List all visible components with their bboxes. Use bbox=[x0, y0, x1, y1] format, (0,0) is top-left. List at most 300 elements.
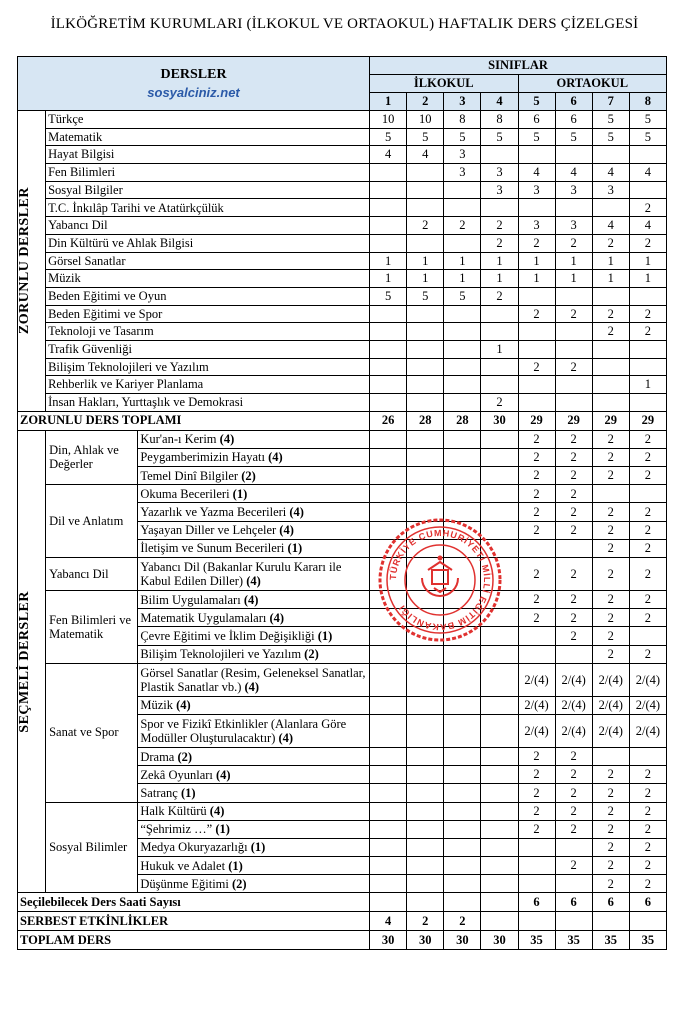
hour-cell: 5 bbox=[407, 128, 444, 146]
hour-cell bbox=[407, 893, 444, 912]
table-row bbox=[18, 485, 667, 503]
hour-cell bbox=[629, 747, 666, 765]
table-row bbox=[18, 663, 667, 696]
courses-header bbox=[18, 57, 370, 111]
hour-cell: 3 bbox=[555, 181, 592, 199]
hour-cell bbox=[444, 645, 481, 663]
course-name: Matematik bbox=[46, 128, 370, 146]
course-hours: (1) bbox=[228, 858, 243, 873]
hour-cell: 2/(4) bbox=[629, 663, 666, 696]
hour-cell bbox=[444, 714, 481, 747]
table-row bbox=[18, 199, 667, 217]
hour-cell: 6 bbox=[592, 893, 629, 912]
hour-cell: 2 bbox=[555, 467, 592, 485]
grade-header: 3 bbox=[444, 93, 481, 111]
hour-cell: 2/(4) bbox=[592, 663, 629, 696]
hour-cell: 2 bbox=[518, 485, 555, 503]
table-row bbox=[18, 323, 667, 341]
hour-cell bbox=[407, 181, 444, 199]
hour-cell: 28 bbox=[444, 411, 481, 430]
course-name: Sosyal Bilgiler bbox=[46, 181, 370, 199]
hour-cell: 3 bbox=[555, 217, 592, 235]
hour-cell bbox=[481, 591, 518, 609]
hour-cell bbox=[481, 663, 518, 696]
table-row bbox=[18, 181, 667, 199]
hour-cell bbox=[555, 287, 592, 305]
hour-cell: 2 bbox=[518, 591, 555, 609]
hour-cell bbox=[370, 234, 407, 252]
course-name: Yabancı Dil bbox=[46, 217, 370, 235]
course-name: Beden Eğitimi ve Oyun bbox=[46, 287, 370, 305]
hour-cell: 4 bbox=[370, 912, 407, 931]
elective-course-name bbox=[138, 766, 370, 784]
hour-cell bbox=[370, 714, 407, 747]
hour-cell bbox=[481, 645, 518, 663]
hour-cell: 5 bbox=[407, 287, 444, 305]
hour-cell: 28 bbox=[407, 411, 444, 430]
hour-cell: 2 bbox=[518, 784, 555, 802]
hour-cell: 2 bbox=[592, 558, 629, 591]
course-hours: (4) bbox=[176, 698, 191, 713]
hour-cell: 3 bbox=[518, 181, 555, 199]
required-total-row bbox=[18, 411, 667, 430]
hour-cell bbox=[481, 358, 518, 376]
hour-cell bbox=[407, 875, 444, 893]
hour-cell: 4 bbox=[518, 164, 555, 182]
hour-cell bbox=[518, 394, 555, 412]
hour-cell bbox=[555, 376, 592, 394]
hour-cell bbox=[444, 838, 481, 856]
hour-cell bbox=[370, 503, 407, 521]
course-title: Görsel Sanatlar (Resim, Geleneksel Sanatlar, Plastik Sanatlar vb.) bbox=[140, 665, 366, 694]
hour-cell: 1 bbox=[407, 252, 444, 270]
hour-cell: 2 bbox=[592, 820, 629, 838]
summary-row bbox=[18, 912, 667, 931]
table-row bbox=[18, 164, 667, 182]
hour-cell: 2 bbox=[629, 609, 666, 627]
table-row bbox=[18, 802, 667, 820]
hour-cell bbox=[370, 323, 407, 341]
elective-course-name bbox=[138, 521, 370, 539]
hour-cell bbox=[370, 430, 407, 448]
course-hours: (1) bbox=[215, 822, 230, 837]
hour-cell: 4 bbox=[592, 217, 629, 235]
hour-cell: 2 bbox=[592, 802, 629, 820]
hour-cell bbox=[407, 663, 444, 696]
table-row bbox=[18, 128, 667, 146]
hour-cell: 2 bbox=[592, 234, 629, 252]
hour-cell bbox=[444, 857, 481, 875]
hour-cell: 2 bbox=[629, 645, 666, 663]
hour-cell bbox=[444, 539, 481, 557]
website-label: sosyalciniz.net bbox=[147, 85, 240, 100]
hour-cell bbox=[444, 305, 481, 323]
summary-label: Seçilebilecek Ders Saati Sayısı bbox=[18, 893, 370, 912]
elective-course-name bbox=[138, 430, 370, 448]
hour-cell: 5 bbox=[592, 128, 629, 146]
hour-cell: 2 bbox=[518, 448, 555, 466]
hour-cell bbox=[407, 448, 444, 466]
courses-header-label: DERSLER bbox=[160, 67, 227, 82]
hour-cell: 2 bbox=[629, 802, 666, 820]
hour-cell bbox=[518, 627, 555, 645]
course-name: Müzik bbox=[46, 270, 370, 288]
hour-cell: 2 bbox=[555, 857, 592, 875]
hour-cell: 2 bbox=[592, 503, 629, 521]
hour-cell: 1 bbox=[518, 270, 555, 288]
hour-cell bbox=[444, 521, 481, 539]
hour-cell bbox=[407, 627, 444, 645]
hour-cell: 2 bbox=[629, 448, 666, 466]
hour-cell bbox=[407, 234, 444, 252]
hour-cell bbox=[592, 146, 629, 164]
hour-cell bbox=[481, 820, 518, 838]
hour-cell: 2 bbox=[555, 591, 592, 609]
hour-cell: 3 bbox=[518, 217, 555, 235]
hour-cell: 2 bbox=[629, 539, 666, 557]
table-row bbox=[18, 305, 667, 323]
course-hours: (2) bbox=[232, 876, 247, 891]
hour-cell bbox=[481, 539, 518, 557]
hour-cell bbox=[518, 287, 555, 305]
hour-cell: 5 bbox=[444, 128, 481, 146]
grades-header: SINIFLAR bbox=[370, 57, 667, 75]
course-title: Spor ve Fizikî Etkinlikler (Alanlara Göre Modüller Oluşturulacaktır) bbox=[140, 716, 347, 745]
hour-cell bbox=[481, 305, 518, 323]
course-hours: (2) bbox=[241, 468, 256, 483]
hour-cell bbox=[481, 323, 518, 341]
table-row bbox=[18, 430, 667, 448]
hour-cell bbox=[407, 539, 444, 557]
hour-cell: 2 bbox=[592, 430, 629, 448]
hour-cell bbox=[481, 146, 518, 164]
hour-cell bbox=[481, 857, 518, 875]
hour-cell bbox=[518, 340, 555, 358]
course-title: Müzik bbox=[140, 698, 173, 713]
hour-cell bbox=[629, 181, 666, 199]
hour-cell: 2 bbox=[518, 802, 555, 820]
hour-cell bbox=[481, 838, 518, 856]
hour-cell: 6 bbox=[518, 111, 555, 129]
hour-cell bbox=[518, 376, 555, 394]
hour-cell bbox=[629, 627, 666, 645]
course-title: Bilim Uygulamaları bbox=[140, 592, 241, 607]
hour-cell: 2 bbox=[555, 358, 592, 376]
hour-cell bbox=[407, 802, 444, 820]
hour-cell bbox=[407, 376, 444, 394]
hour-cell bbox=[518, 838, 555, 856]
hour-cell bbox=[370, 696, 407, 714]
hour-cell bbox=[518, 199, 555, 217]
hour-cell bbox=[370, 199, 407, 217]
hour-cell bbox=[444, 820, 481, 838]
hour-cell: 2 bbox=[629, 875, 666, 893]
course-title: Yazarlık ve Yazma Becerileri bbox=[140, 505, 287, 520]
course-title: “Şehrimiz …” bbox=[140, 822, 213, 837]
svg-text:TÜRKİYE CUMHURİYETİ MİLLİ EĞİT: TÜRKİYE CUMHURİYETİ MİLLİ EĞİTİM BAKANLIĞI bbox=[387, 527, 493, 633]
hour-cell: 2 bbox=[629, 467, 666, 485]
hour-cell bbox=[370, 893, 407, 912]
hour-cell bbox=[407, 485, 444, 503]
course-hours: (1) bbox=[250, 840, 266, 855]
course-title: Temel Dinî Bilgiler bbox=[140, 468, 239, 483]
hour-cell: 2 bbox=[592, 609, 629, 627]
hour-cell bbox=[481, 802, 518, 820]
hour-cell bbox=[555, 394, 592, 412]
hour-cell bbox=[407, 164, 444, 182]
required-total-label: ZORUNLU DERS TOPLAMI bbox=[18, 411, 370, 430]
hour-cell: 3 bbox=[444, 146, 481, 164]
hour-cell: 2 bbox=[592, 539, 629, 557]
hour-cell: 2 bbox=[555, 485, 592, 503]
course-name: Görsel Sanatlar bbox=[46, 252, 370, 270]
hour-cell bbox=[444, 394, 481, 412]
hour-cell bbox=[444, 591, 481, 609]
elective-course-name bbox=[138, 591, 370, 609]
course-name: Beden Eğitimi ve Spor bbox=[46, 305, 370, 323]
hour-cell: 10 bbox=[407, 111, 444, 129]
hour-cell bbox=[555, 323, 592, 341]
hour-cell bbox=[407, 696, 444, 714]
hour-cell bbox=[407, 358, 444, 376]
course-title: Zekâ Oyunları bbox=[140, 767, 213, 782]
hour-cell bbox=[555, 912, 592, 931]
hour-cell bbox=[444, 784, 481, 802]
hour-cell bbox=[407, 305, 444, 323]
hour-cell bbox=[518, 857, 555, 875]
hour-cell bbox=[407, 323, 444, 341]
hour-cell: 3 bbox=[481, 181, 518, 199]
hour-cell bbox=[444, 696, 481, 714]
hour-cell bbox=[370, 467, 407, 485]
hour-cell bbox=[481, 609, 518, 627]
hour-cell bbox=[370, 663, 407, 696]
hour-cell bbox=[518, 539, 555, 557]
hour-cell: 5 bbox=[629, 128, 666, 146]
hour-cell: 4 bbox=[592, 164, 629, 182]
hour-cell: 6 bbox=[629, 893, 666, 912]
course-title: Halk Kültürü bbox=[140, 804, 207, 819]
hour-cell: 2 bbox=[555, 558, 592, 591]
hour-cell: 30 bbox=[407, 931, 444, 950]
hour-cell bbox=[481, 521, 518, 539]
elective-group-name: Sosyal Bilimler bbox=[46, 802, 138, 893]
hour-cell: 1 bbox=[370, 270, 407, 288]
hour-cell bbox=[370, 645, 407, 663]
hour-cell bbox=[444, 430, 481, 448]
course-title: Satranç bbox=[140, 785, 178, 800]
hour-cell bbox=[407, 503, 444, 521]
hour-cell bbox=[407, 558, 444, 591]
course-title: Yabancı Dil (Bakanlar Kurulu Kararı ile Kabul Edilen Diller) bbox=[140, 560, 342, 588]
hour-cell: 2 bbox=[518, 305, 555, 323]
elective-course-name bbox=[138, 503, 370, 521]
hour-cell: 5 bbox=[518, 128, 555, 146]
hour-cell bbox=[370, 857, 407, 875]
elective-course-name bbox=[138, 645, 370, 663]
hour-cell bbox=[518, 323, 555, 341]
hour-cell: 2 bbox=[592, 875, 629, 893]
hour-cell: 29 bbox=[592, 411, 629, 430]
ortaokul-header: ORTAOKUL bbox=[518, 75, 667, 93]
hour-cell: 3 bbox=[481, 164, 518, 182]
summary-label: SERBEST ETKİNLİKLER bbox=[18, 912, 370, 931]
hour-cell: 2 bbox=[555, 305, 592, 323]
course-hours: (4) bbox=[219, 432, 235, 447]
hour-cell: 1 bbox=[407, 270, 444, 288]
hour-cell bbox=[370, 820, 407, 838]
hour-cell bbox=[481, 875, 518, 893]
hour-cell bbox=[444, 766, 481, 784]
hour-cell bbox=[444, 199, 481, 217]
course-title: İletişim ve Sunum Becerileri bbox=[140, 541, 285, 556]
hour-cell bbox=[481, 467, 518, 485]
hour-cell bbox=[407, 521, 444, 539]
hour-cell: 2 bbox=[555, 802, 592, 820]
hour-cell: 2 bbox=[555, 521, 592, 539]
hour-cell bbox=[481, 747, 518, 765]
hour-cell: 1 bbox=[629, 376, 666, 394]
grade-header: 1 bbox=[370, 93, 407, 111]
hour-cell: 4 bbox=[555, 164, 592, 182]
course-title: Peygamberimizin Hayatı bbox=[140, 450, 265, 465]
hour-cell bbox=[481, 766, 518, 784]
hour-cell: 2 bbox=[592, 857, 629, 875]
hour-cell bbox=[592, 747, 629, 765]
hour-cell: 2/(4) bbox=[555, 714, 592, 747]
course-name: Teknoloji ve Tasarım bbox=[46, 323, 370, 341]
grade-header: 4 bbox=[481, 93, 518, 111]
table-row bbox=[18, 558, 667, 591]
hour-cell bbox=[370, 875, 407, 893]
hour-cell: 3 bbox=[444, 164, 481, 182]
elective-course-name bbox=[138, 747, 370, 765]
hour-cell: 1 bbox=[481, 252, 518, 270]
elective-course-name bbox=[138, 714, 370, 747]
hour-cell bbox=[629, 146, 666, 164]
course-name: Din Kültürü ve Ahlak Bilgisi bbox=[46, 234, 370, 252]
course-hours: (4) bbox=[279, 523, 294, 538]
hour-cell bbox=[481, 627, 518, 645]
hour-cell bbox=[592, 287, 629, 305]
hour-cell bbox=[444, 358, 481, 376]
hour-cell: 4 bbox=[629, 217, 666, 235]
hour-cell bbox=[370, 766, 407, 784]
hour-cell bbox=[407, 766, 444, 784]
hour-cell: 4 bbox=[407, 146, 444, 164]
course-hours: (4) bbox=[269, 610, 285, 625]
hour-cell: 2 bbox=[518, 234, 555, 252]
hour-cell: 26 bbox=[370, 411, 407, 430]
elective-section-label bbox=[18, 430, 46, 893]
hour-cell: 29 bbox=[555, 411, 592, 430]
elective-group-name: Yabancı Dil bbox=[46, 558, 138, 591]
hour-cell: 5 bbox=[481, 128, 518, 146]
hour-cell: 2 bbox=[592, 448, 629, 466]
hour-cell: 35 bbox=[518, 931, 555, 950]
hour-cell bbox=[407, 430, 444, 448]
course-title: Çevre Eğitimi ve İklim Değişikliği bbox=[140, 628, 315, 643]
hour-cell bbox=[444, 558, 481, 591]
hour-cell bbox=[370, 305, 407, 323]
grade-header: 7 bbox=[592, 93, 629, 111]
hour-cell: 2 bbox=[629, 766, 666, 784]
hour-cell: 35 bbox=[592, 931, 629, 950]
hour-cell: 2/(4) bbox=[592, 714, 629, 747]
hour-cell: 6 bbox=[518, 893, 555, 912]
hour-cell: 2/(4) bbox=[555, 696, 592, 714]
required-section-label bbox=[18, 111, 46, 412]
hour-cell: 2 bbox=[555, 820, 592, 838]
course-hours: (1) bbox=[317, 628, 333, 643]
hour-cell: 4 bbox=[629, 164, 666, 182]
hour-cell: 2 bbox=[592, 784, 629, 802]
hour-cell: 2/(4) bbox=[629, 696, 666, 714]
page-title: İLKÖĞRETİM KURUMLARI (İLKOKUL VE ORTAOKUL) HAFTALIK DERS ÇİZELGESİ bbox=[50, 16, 639, 32]
hour-cell bbox=[370, 784, 407, 802]
hour-cell bbox=[370, 376, 407, 394]
table-row bbox=[18, 252, 667, 270]
required-section-text: ZORUNLU DERSLER bbox=[17, 187, 32, 335]
hour-cell: 2 bbox=[444, 217, 481, 235]
elective-course-name bbox=[138, 448, 370, 466]
elective-course-name bbox=[138, 838, 370, 856]
hour-cell: 2 bbox=[555, 503, 592, 521]
hour-cell bbox=[481, 376, 518, 394]
hour-cell bbox=[370, 485, 407, 503]
hour-cell: 2 bbox=[555, 234, 592, 252]
hour-cell: 30 bbox=[481, 411, 518, 430]
elective-course-name bbox=[138, 696, 370, 714]
hour-cell: 1 bbox=[592, 270, 629, 288]
hour-cell bbox=[629, 340, 666, 358]
hour-cell: 2 bbox=[629, 323, 666, 341]
course-name: Türkçe bbox=[46, 111, 370, 129]
hour-cell bbox=[518, 875, 555, 893]
hour-cell bbox=[518, 146, 555, 164]
hour-cell bbox=[370, 394, 407, 412]
hour-cell bbox=[407, 591, 444, 609]
hour-cell bbox=[555, 838, 592, 856]
hour-cell bbox=[555, 875, 592, 893]
hour-cell: 2 bbox=[629, 784, 666, 802]
hour-cell: 2 bbox=[629, 857, 666, 875]
hour-cell bbox=[555, 539, 592, 557]
hour-cell: 2/(4) bbox=[518, 696, 555, 714]
course-name: Trafik Güvenliği bbox=[46, 340, 370, 358]
hour-cell: 5 bbox=[555, 128, 592, 146]
hour-cell bbox=[592, 394, 629, 412]
elective-course-name bbox=[138, 558, 370, 591]
hour-cell: 2 bbox=[481, 217, 518, 235]
elective-course-name bbox=[138, 609, 370, 627]
hour-cell: 2 bbox=[592, 467, 629, 485]
hour-cell: 2 bbox=[629, 503, 666, 521]
elective-course-name bbox=[138, 875, 370, 893]
table-row bbox=[18, 358, 667, 376]
hour-cell bbox=[407, 199, 444, 217]
course-hours: (4) bbox=[268, 450, 283, 465]
hour-cell bbox=[370, 838, 407, 856]
hour-cell: 1 bbox=[555, 270, 592, 288]
hour-cell: 1 bbox=[370, 252, 407, 270]
hour-cell: 1 bbox=[629, 270, 666, 288]
hour-cell: 2 bbox=[407, 912, 444, 931]
hour-cell bbox=[370, 609, 407, 627]
hour-cell: 29 bbox=[518, 411, 555, 430]
hour-cell: 2/(4) bbox=[518, 714, 555, 747]
hour-cell bbox=[481, 912, 518, 931]
